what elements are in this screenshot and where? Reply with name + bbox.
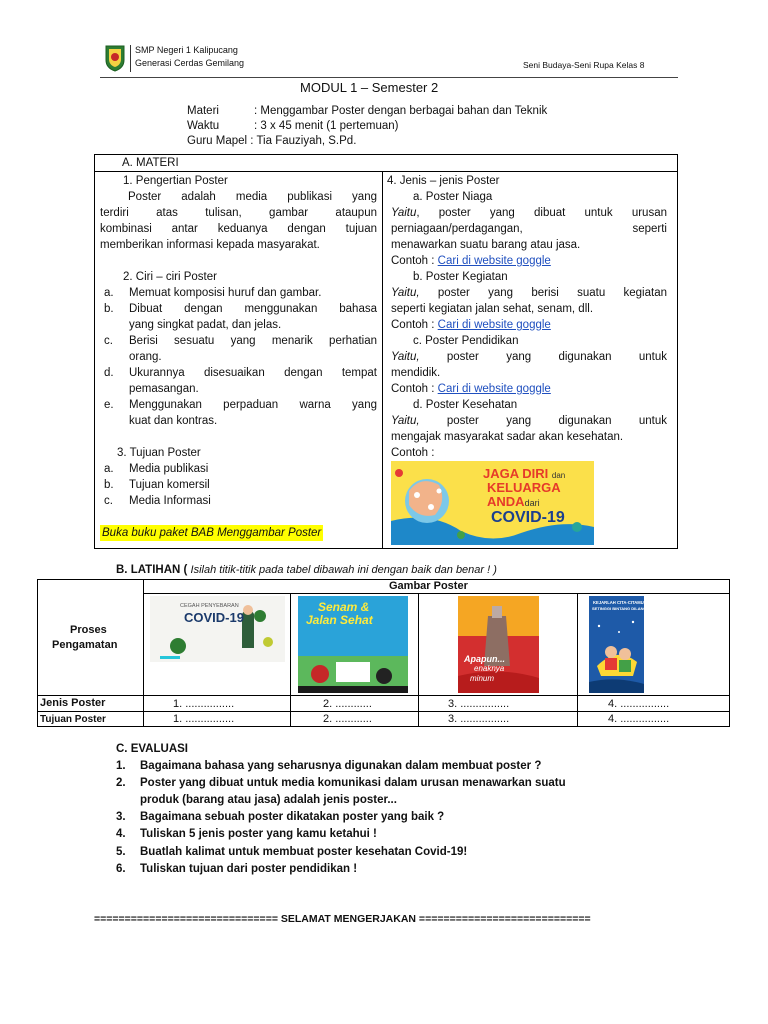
ciri-a-line-1: Memuat komposisi huruf dan gambar. (129, 287, 322, 299)
tujuan-marker-b: b. (104, 479, 114, 491)
waktu-label: Waktu (187, 120, 220, 132)
jenis-heading: 4. Jenis – jenis Poster (387, 175, 500, 187)
eval-q2-line-2: produk (barang atau jasa) adalah jenis poster... (140, 794, 397, 806)
covid-poster-line-3: ANDAdari (487, 494, 540, 509)
proses-label-2: Pengamatan (52, 639, 118, 651)
pengertian-line-4: memberikan informasi kepada masyarakat. (100, 239, 320, 251)
eval-q6: Tuliskan tujuan dari poster pendidikan ! (140, 863, 358, 875)
materi-value: : Menggambar Poster dengan berbagai bahan dan Teknik (254, 105, 548, 117)
poster-senam-jalan-sehat (298, 596, 408, 693)
gambar-poster-header: Gambar Poster (389, 580, 468, 592)
poster-2-line-2: Jalan Sehat (306, 613, 373, 627)
header-divider (130, 45, 131, 72)
poster-1-main: COVID-19 (184, 610, 244, 625)
niaga-heading: a. Poster Niaga (413, 191, 493, 203)
ciri-d-line-1: Ukurannya disesuaikan dengan tempat (129, 367, 377, 379)
poster-3-line-2: enaknya (474, 664, 505, 673)
pendidikan-heading: c. Poster Pendidikan (413, 335, 519, 347)
kesehatan-heading: d. Poster Kesehatan (413, 399, 518, 411)
table-col-4 (577, 593, 578, 727)
materi-label: Materi (187, 105, 219, 117)
covid-poster-line-2: KELUARGA (487, 480, 561, 495)
table-rule-row1 (37, 695, 730, 696)
poster-3-line-1: Apapun... (464, 654, 505, 664)
eval-num-1: 1. (116, 760, 126, 772)
poster-covid-prevention (150, 596, 285, 662)
row-jenis-poster: Jenis Poster (40, 697, 106, 709)
poster-pendidikan-cita-cita (589, 596, 651, 693)
tujuan-cell-4[interactable]: 4. ................ (608, 713, 670, 725)
table-col-2 (290, 593, 291, 727)
eval-num-6: 6. (116, 863, 126, 875)
tujuan-cell-2[interactable]: 2. ............ (323, 713, 372, 725)
kegiatan-line-1: Yaitu, poster yang berisi suatu kegiatan (391, 287, 667, 299)
contoh-label: Contoh : (391, 255, 438, 267)
covid-poster-line-4: COVID-19 (491, 509, 565, 526)
school-motto: Generasi Cerdas Gemilang (135, 58, 245, 68)
niaga-contoh-link[interactable]: Cari di website goggle (437, 255, 551, 267)
buku-paket-note: Buka buku paket BAB Menggambar Poster (102, 527, 322, 539)
school-logo (104, 44, 126, 72)
ciri-heading: 2. Ciri – ciri Poster (123, 271, 217, 283)
eval-num-3: 3. (116, 811, 126, 823)
footer-banner: ============================== SELAMAT MENGERJAKAN ============================ (94, 913, 591, 925)
eval-q2-line-1: Poster yang dibuat untuk media komunikasi dalam urusan menawarkan suatu (140, 777, 566, 789)
table-col-3 (418, 593, 419, 727)
kegiatan-contoh-link[interactable]: Cari di website goggle (437, 319, 551, 331)
tujuan-heading: 3. Tujuan Poster (117, 447, 201, 459)
niaga-line-3: menawarkan suatu barang atau jasa. (391, 239, 581, 251)
contoh-label: Contoh : (391, 383, 438, 395)
pendidikan-contoh-link[interactable]: Cari di website goggle (437, 383, 551, 395)
tujuan-marker-c: c. (104, 495, 113, 507)
poster-4-line-1: KEJARLAH CITA-CITAMU (593, 600, 644, 605)
ciri-marker-e: e. (104, 399, 114, 411)
ciri-e-line-1: Menggunakan perpaduan warna yang (129, 399, 377, 411)
ciri-marker-b: b. (104, 303, 114, 315)
jenis-cell-4[interactable]: 4. ................ (608, 698, 670, 710)
eval-num-2: 2. (116, 777, 126, 789)
tujuan-c: Media Informasi (129, 495, 211, 507)
ciri-c-line-2: orang. (129, 351, 162, 363)
eval-num-5: 5. (116, 846, 126, 858)
contoh-label: Contoh : (391, 319, 438, 331)
niaga-line-2: perniagaan/perdagangan, seperti (391, 223, 667, 235)
ciri-marker-a: a. (104, 287, 114, 299)
jenis-cell-2[interactable]: 2. ............ (323, 698, 372, 710)
poster-4-line-2: SETINGGI BINTANG DILANGIT (592, 606, 651, 611)
guru-line: Guru Mapel : Tia Fauziyah, S.Pd. (187, 135, 357, 147)
proses-label-1: Proses (70, 624, 107, 636)
school-name: SMP Negeri 1 Kalipucang (135, 45, 238, 55)
tujuan-cell-1[interactable]: 1. ................ (173, 713, 235, 725)
poster-minuman (458, 596, 539, 693)
section-a-heading: A. MATERI (122, 157, 179, 169)
niaga-contoh (391, 253, 551, 269)
section-b-heading: B. LATIHAN ( Isilah titik-titik pada tabel dibawah ini dengan baik dan benar ! ) (116, 564, 497, 576)
eval-q3: Bagaimana sebuah poster dikatakan poster yang baik ? (140, 811, 445, 823)
page-title: MODUL 1 – Semester 2 (300, 80, 439, 95)
kegiatan-contoh (391, 317, 551, 333)
kesehatan-line-1: Yaitu, poster yang digunakan untuk (391, 415, 667, 427)
ciri-b-line-2: yang singkat padat, dan jelas. (129, 319, 282, 331)
poster-2-line-1: Senam & (318, 600, 370, 614)
jenis-cell-3[interactable]: 3. ................ (448, 698, 510, 710)
pengertian-line-1: Poster adalah media publikasi yang (128, 191, 377, 203)
ciri-marker-d: d. (104, 367, 114, 379)
table-rule-gambar (143, 593, 730, 594)
kesehatan-line-2: mengajak masyarakat sadar akan kesehatan. (391, 431, 624, 443)
ciri-c-line-1: Berisi sesuatu yang menarik perhatian (129, 335, 377, 347)
pengertian-line-2: terdiri atas tulisan, gambar ataupun (100, 207, 377, 219)
poster-3-line-3: minum (470, 674, 495, 683)
covid-poster-line-1: JAGA DIRI dan (483, 466, 566, 481)
pendidikan-line-1: Yaitu, poster yang digunakan untuk (391, 351, 667, 363)
tujuan-a: Media publikasi (129, 463, 209, 475)
row-tujuan-poster: Tujuan Poster (40, 714, 106, 725)
jenis-cell-1[interactable]: 1. ................ (173, 698, 235, 710)
waktu-value: : 3 x 45 menit (1 pertemuan) (254, 120, 399, 132)
tujuan-marker-a: a. (104, 463, 114, 475)
subject-label: Seni Budaya-Seni Rupa Kelas 8 (523, 60, 645, 70)
header-rule (100, 77, 678, 78)
pendidikan-contoh (391, 381, 551, 397)
ciri-e-line-2: kuat dan kontras. (129, 415, 218, 427)
pengertian-heading: 1. Pengertian Poster (123, 175, 228, 187)
table-col-1 (143, 579, 144, 727)
kesehatan-contoh: Contoh : (391, 447, 435, 459)
pendidikan-line-2: mendidik. (391, 367, 441, 379)
eval-q1: Bagaimana bahasa yang seharusnya digunakan dalam membuat poster ? (140, 760, 542, 772)
materi-column-divider (382, 171, 383, 549)
ciri-marker-c: c. (104, 335, 113, 347)
kegiatan-heading: b. Poster Kegiatan (413, 271, 508, 283)
tujuan-b: Tujuan komersil (129, 479, 210, 491)
ciri-d-line-2: pemasangan. (129, 383, 199, 395)
niaga-line-1: Yaitu, poster yang dibuat untuk urusan (391, 207, 667, 219)
pengertian-line-3: kombinasi antar keduanya dengan tujuan (100, 223, 377, 235)
covid-health-poster (391, 461, 594, 545)
eval-q4: Tuliskan 5 jenis poster yang kamu ketahui ! (140, 828, 377, 840)
section-c-heading: C. EVALUASI (116, 743, 188, 755)
tujuan-cell-3[interactable]: 3. ................ (448, 713, 510, 725)
eval-q5: Buatlah kalimat untuk membuat poster kesehatan Covid-19! (140, 846, 468, 858)
materi-header-rule (94, 171, 678, 172)
kegiatan-line-2: seperti kegiatan jalan sehat, senam, dll. (391, 303, 594, 315)
ciri-b-line-1: Dibuat dengan menggunakan bahasa (129, 303, 377, 315)
eval-num-4: 4. (116, 828, 126, 840)
poster-1-top: CEGAH PENYEBARAN (180, 603, 239, 609)
